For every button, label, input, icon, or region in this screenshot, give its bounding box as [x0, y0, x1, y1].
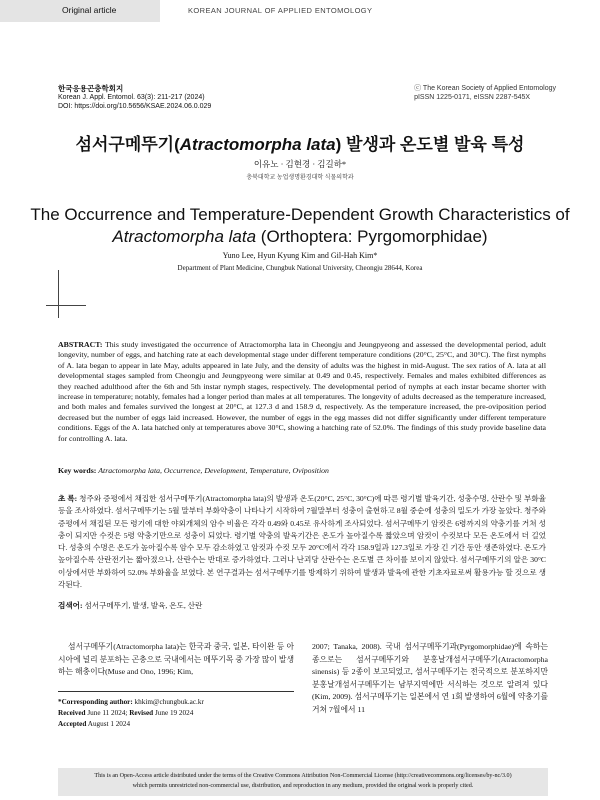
keywords-ko-label: 검색어: [58, 601, 83, 610]
society-block [414, 84, 556, 102]
accepted-date: August 1 2024 [87, 720, 131, 728]
revised-label: Revised [129, 709, 154, 717]
corresponding-author-line [58, 697, 294, 708]
affiliation-english: Department of Plant Medicine, Chungbuk National University, Cheongju 28644, Korea [177, 264, 423, 272]
title-korean [0, 130, 600, 155]
decorative-vertical-rule [58, 270, 59, 318]
keywords-text: Atractomorpha lata, Occurrence, Development, Temperature, Oviposition [98, 466, 329, 475]
title-en-line-1: The Occurrence and Temperature-Dependent Growth Characteristics of [30, 205, 570, 224]
keywords-korean [58, 600, 546, 611]
license-line-1: This is an Open-Access article distributed under the terms of the Creative Commons Attribution Non-Commercial License (http://creativecommons.org/licenses/by-nc/3.0) [94, 773, 512, 779]
title-en-order: (Orthoptera: Pyrgomorphidae) [256, 227, 488, 246]
footnote-divider [58, 691, 294, 692]
affiliation-korean: 충북대학교 농업생명환경대학 식물의학과 [246, 175, 354, 181]
issn-line: pISSN 1225-0171, eISSN 2287-545X [414, 94, 531, 101]
title-ko-species: Atractomorpha lata [179, 135, 336, 154]
accepted-line [58, 719, 294, 730]
corresponding-author-email[interactable]: khkim@chungbuk.ac.kr [134, 698, 204, 706]
journal-name-ko: 한국응용곤충학회지 [58, 84, 124, 93]
title-ko-part-1: 섬서구메뚜기( [75, 135, 180, 154]
copyright-line: ⓒ The Korean Society of Applied Entomology [414, 85, 556, 92]
journal-reference: Korean J. Appl. Entomol. 63(3): 211-217 (2024) [58, 94, 205, 101]
doi-link[interactable]: DOI: https://doi.org/10.5656/KSAE.2024.06.0.029 [58, 103, 212, 110]
body-column-right: 2007; Tanaka, 2008). 국내 섬서구메뚜기과(Pyrgomorphidae)에 속하는 종으로는 섬서구메뚜기와 분홍날개섬서구메뚜기(Atractomorpha sinensis) 등 2종이 보고되었고, 섬서구메뚜기는 전국적으로 분포하지만 분홍날개섬서구메뚜기는 남부지역에만 서식하는 것으로 알려져 있다(Kim, 2009). 섬서구메뚜기는 일본에서 연 1회 발생하여 6월에 약충기를 거쳐 7월에서 11 [312, 642, 548, 714]
abstract-text: This study investigated the occurrence of Atractomorpha lata in Cheongju and Jeungpyeong and assessed the developmental period, adult longevity, number of eggs, and hatching rate at each developmental stage under different temperature conditions (20°C, 25°C, and 30°C). The first nymphs of A. lata began to appear in late May, adults appeared in late July, and the density of adults was the highest in mid-August. The sex ratios of A. lata at all developmental stages sampled from Cheongju and Jeungpyeong were similar at 0.49 and 0.45, respectively. Females and males exhibited differences as they reached adulthood after the 6th and 5th instar nymph stages, respectively. The developmental period of nymphs at each instar became shorter with increase in temperature; notably, females had a longer period than males at all temperatures. The longevity of adults decreased as the temperature increased, and both males and females survived the longest at 20°C, at 127.3 d and 158.9 d, respectively. As the temperature increased, the pre-oviposition period decreased but the number of eggs laid increased. However, the number of eggs in the egg masses did not differ significantly under different temperature conditions. Eggs of the A. lata hatched only at temperatures above 30°C, showing a hatching rate of 52.0%. The findings of this study provide baseline data for controlling A. lata. [58, 340, 547, 443]
abstract-korean [58, 493, 546, 591]
revised-date: June 19 2024 [154, 709, 194, 717]
title-english [0, 204, 600, 248]
received-date: June 11 2024; [87, 709, 128, 717]
body-column-left: 섬서구메뚜기(Atractomorpha lata)는 한국과 중국, 일본, 타이완 등 아시아에 널리 분포하는 곤충으로 국내에서는 메뚜기목 중 가장 많이 발생하는 해충이다(Muse and Ono, 1996; Kim, [58, 642, 294, 676]
abstract-english [58, 340, 546, 444]
license-line-2: which permits unrestricted non-commercial use, distribution, and reproduction in any medium, provided the original work is properly cited. [132, 782, 474, 789]
citation-block [58, 84, 211, 111]
abstract-ko-label: 초 록: [58, 494, 78, 503]
accepted-label: Accepted [58, 720, 87, 728]
title-en-species: Atractomorpha lata [112, 227, 257, 246]
authors-english: Yuno Lee, Hyun Kyung Kim and Gil-Hah Kim* [222, 251, 378, 260]
keywords-ko-text: 섬서구메뚜기, 발생, 발육, 온도, 산란 [84, 601, 203, 610]
journal-header-bar [0, 0, 600, 22]
journal-banner: KOREAN JOURNAL OF APPLIED ENTOMOLOGY [188, 6, 373, 15]
decorative-horizontal-rule [46, 305, 86, 306]
article-type-label: Original article [62, 5, 117, 15]
abstract-ko-text: 청주와 증평에서 채집한 섬서구메뚜기(Atractomorpha lata)의 발생과 온도(20°C, 25°C, 30°C)에 따른 령기별 발육기간, 성충수명, 산란수 및 부화율 등을 조사하였다. 섬서구메뚜기는 5월 말부터 부화약충이 나타나기 시작하여 7월말부터 성충이 출현하고 8월 중순에 성충의 밀도가 가장 높았다. 청주와 증평에서 채집된 모든 령기에 대한 야외개체의 암수 비율은 각각 0.49와 0.45로 유사하게 조사되었다. 섬서구메뚜기 암컷은 6령까지의 약충기를 거쳐 성충이 되지만 수컷은 5령 약충기만으로 성충이 되었다. 령기별 약충의 발육기간은 온도가 높아질수록 짧았으며 암컷이 수컷보다 모든 온도에서 더 길었다. 성충의 수명은 온도가 높아질수록 암수 모두 감소하였고 암컷과 수컷 모두 20°C에서 각각 158.9일과 127.3일로 가장 긴 기간 동안 생존하였다. 온도가 높아질수록 산란전기는 짧아졌으나, 산란수는 반대로 증가하였다. 그러나 난괴당 산란수는 온도별 큰 차이를 보이지 않았다. 섬서구메뚜기의 알은 30°C이상에서만 부화하여 52.0% 부화율을 보였다. 본 연구결과는 섬서구메뚜기를 방제하기 위하여 발생과 발육에 관한 기초자료로써 활용가능 할 것으로 생각된다. [58, 494, 546, 590]
received-label: Received [58, 709, 86, 717]
dates-line [58, 708, 294, 719]
license-footer [58, 768, 548, 796]
keywords-label: Key words: [58, 466, 97, 475]
keywords-english [58, 466, 546, 475]
title-ko-part-2: ) 발생과 온도별 발육 특성 [335, 135, 525, 154]
article-type-badge [0, 0, 160, 22]
abstract-label: ABSTRACT: [58, 340, 103, 349]
authors-korean: 이유노 · 김현경 · 김길하* [253, 159, 347, 169]
correspondence-block [58, 697, 294, 730]
title-en-line-2 [0, 226, 600, 248]
corresponding-author-label: *Corresponding author: [58, 698, 133, 706]
